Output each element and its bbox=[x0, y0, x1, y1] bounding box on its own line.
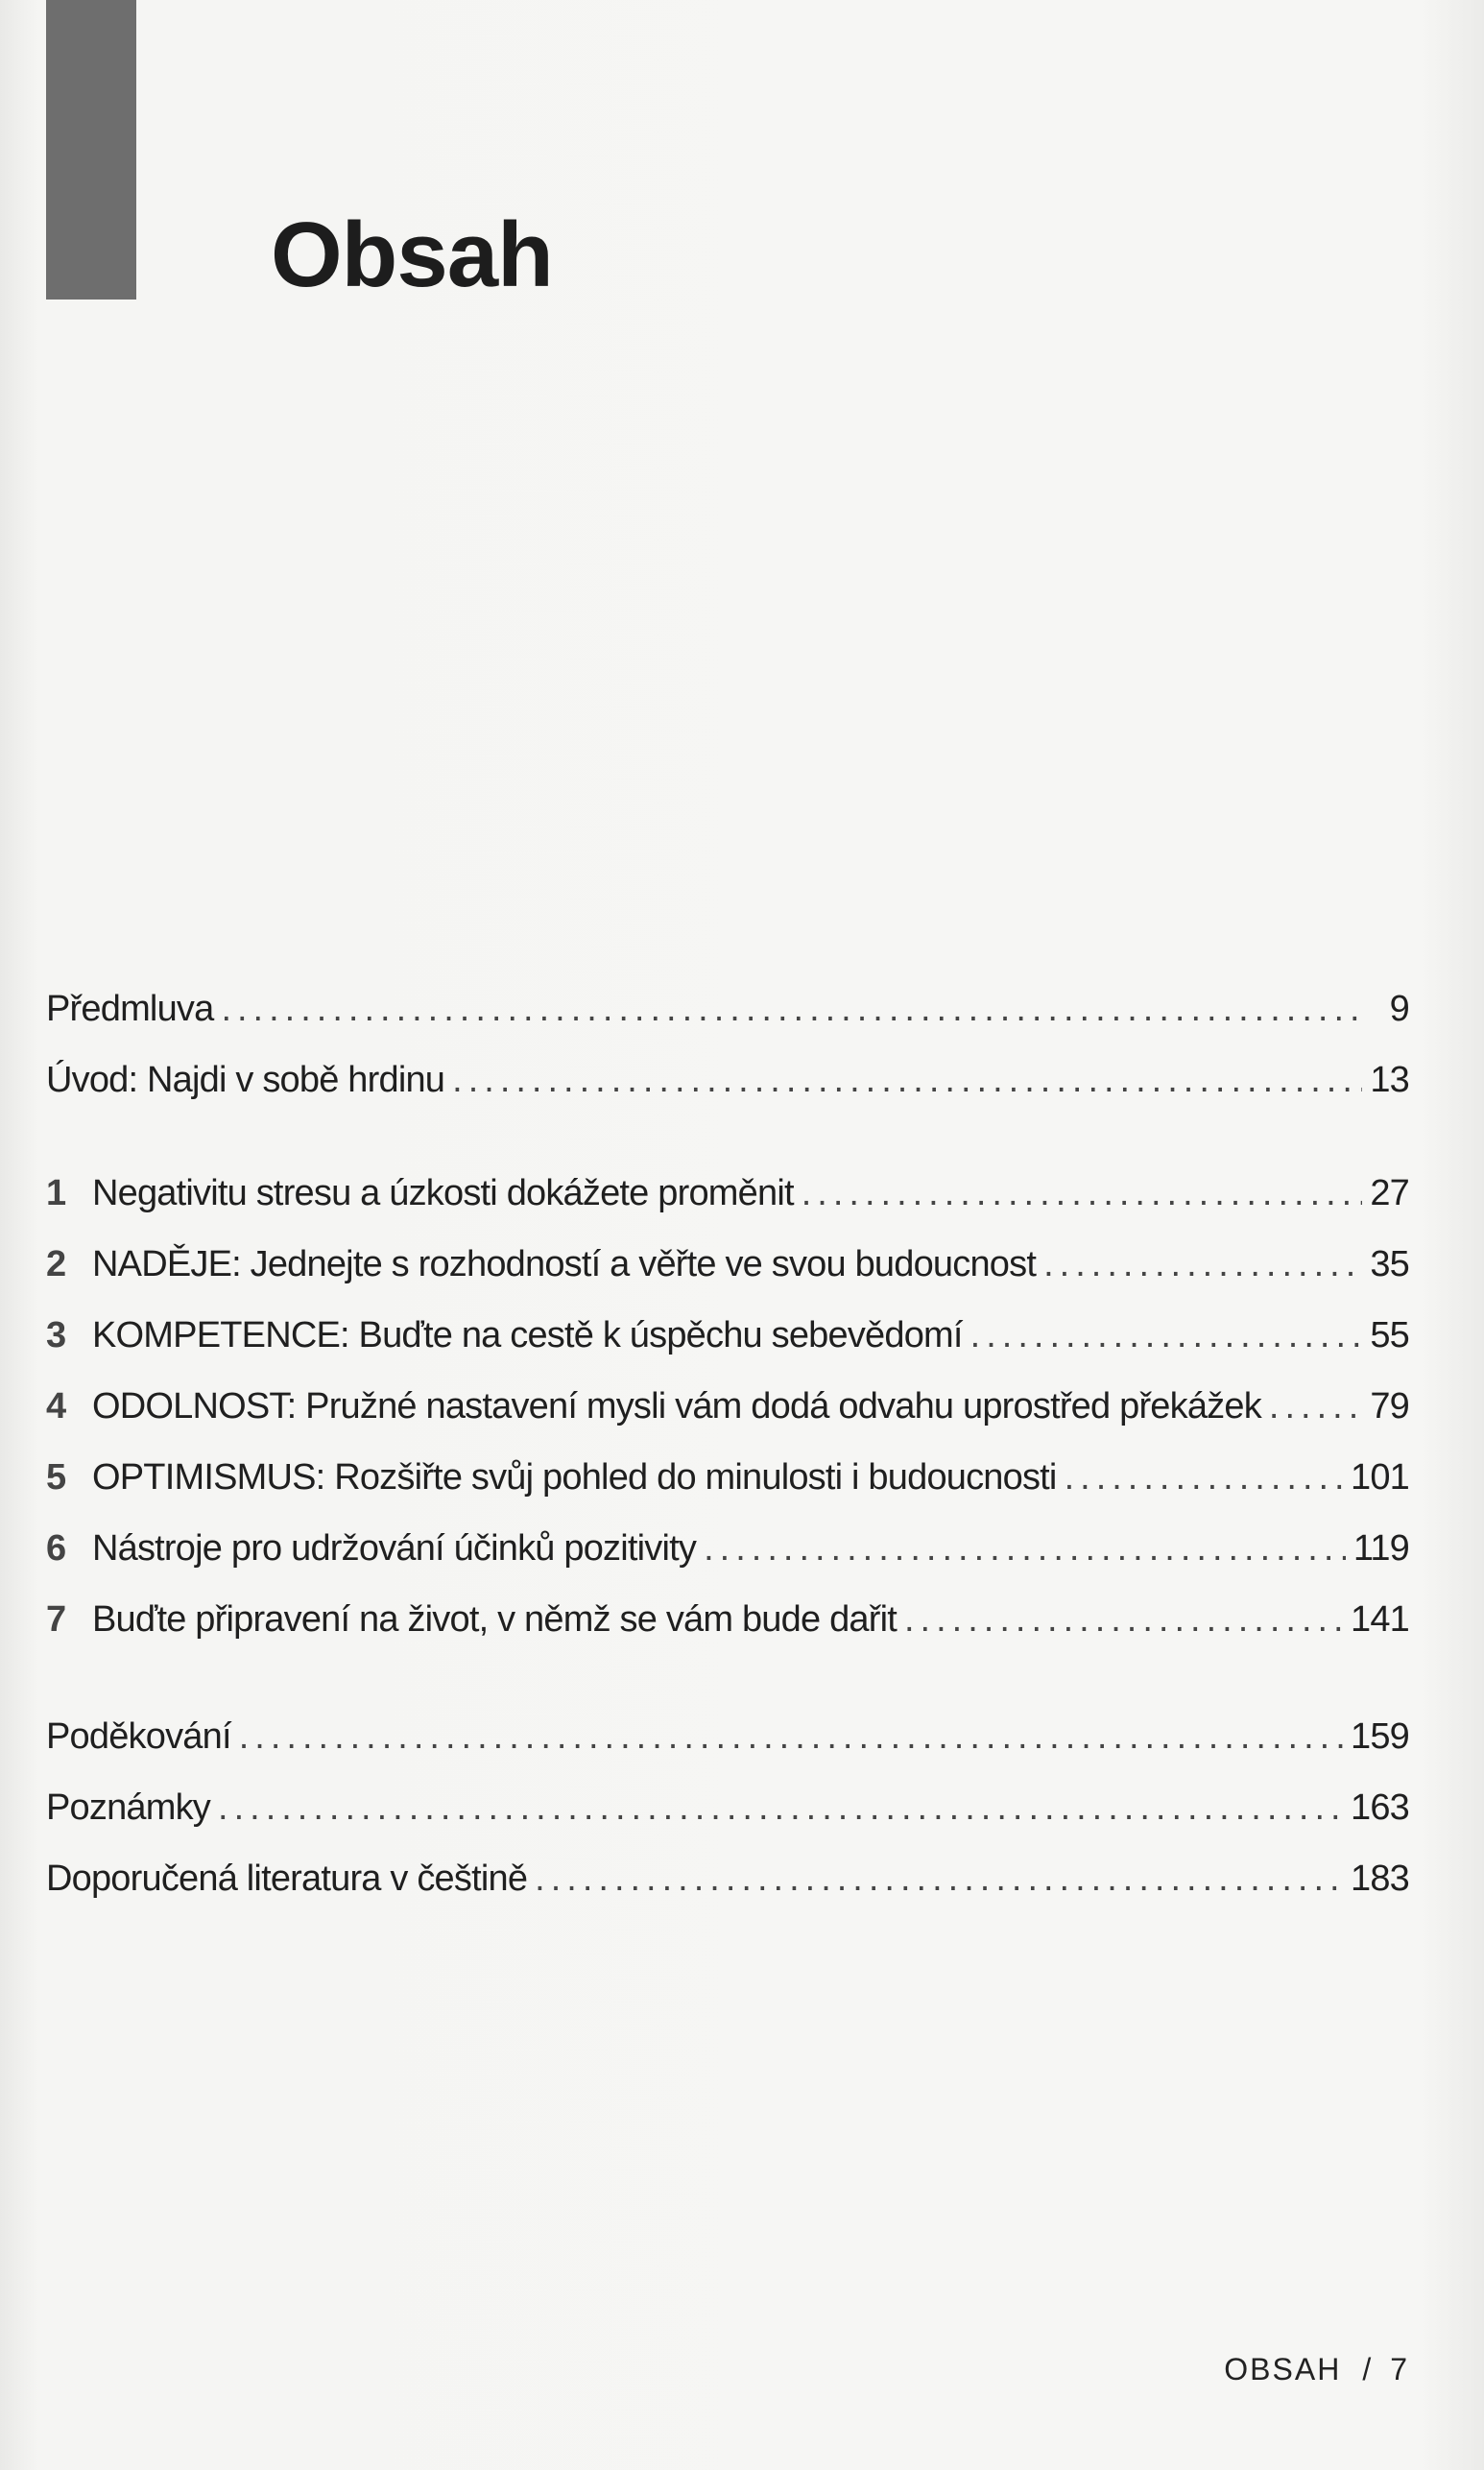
toc-page-number: 55 bbox=[1370, 1315, 1409, 1355]
toc-leader-dots bbox=[221, 991, 1363, 1027]
toc-leader-dots bbox=[218, 1789, 1343, 1826]
toc-chapter-4[interactable] bbox=[46, 1367, 1409, 1425]
toc-page-number: 159 bbox=[1350, 1716, 1409, 1757]
chapter-number: 2 bbox=[46, 1244, 66, 1284]
toc-page-number: 9 bbox=[1389, 989, 1409, 1029]
toc-leader-dots bbox=[1065, 1459, 1343, 1496]
toc-chapter-6[interactable] bbox=[46, 1509, 1409, 1567]
toc-entry-title: Předmluva bbox=[46, 989, 214, 1029]
chapter-number: 3 bbox=[46, 1315, 66, 1355]
toc-entry-title: ODOLNOST: Pružné nastavení mysli vám dodá odvahu uprostřed překážek bbox=[92, 1386, 1261, 1427]
toc-leader-dots bbox=[535, 1860, 1343, 1897]
toc-leader-dots bbox=[452, 1062, 1362, 1098]
toc-page-number: 35 bbox=[1370, 1244, 1409, 1284]
toc-leader-dots bbox=[904, 1601, 1343, 1638]
page-title: Obsah bbox=[271, 204, 553, 306]
toc-page-number: 141 bbox=[1350, 1599, 1409, 1640]
footer-separator: / bbox=[1362, 2352, 1374, 2386]
accent-bar bbox=[46, 0, 136, 300]
chapter-number: 7 bbox=[46, 1599, 66, 1640]
toc-entry-title: OPTIMISMUS: Rozšiřte svůj pohled do minulosti i budoucnosti bbox=[92, 1457, 1057, 1498]
toc-entry-title: Poznámky bbox=[46, 1787, 211, 1828]
toc-entry-predmluva[interactable] bbox=[46, 970, 1409, 1027]
footer-page-number: 7 bbox=[1390, 2352, 1409, 2386]
toc-chapter-2[interactable] bbox=[46, 1225, 1409, 1283]
toc-chapter-3[interactable] bbox=[46, 1296, 1409, 1354]
chapter-number: 5 bbox=[46, 1457, 66, 1498]
footer-section-label: OBSAH bbox=[1224, 2352, 1342, 2386]
chapter-number: 1 bbox=[46, 1173, 66, 1213]
toc-entry-title: Nástroje pro udržování účinků pozitivity bbox=[92, 1528, 697, 1569]
toc-page-number: 13 bbox=[1370, 1060, 1409, 1100]
toc-leader-dots bbox=[1269, 1388, 1362, 1425]
toc-entry-literatura[interactable] bbox=[46, 1839, 1409, 1897]
toc-page-number: 101 bbox=[1350, 1457, 1409, 1498]
toc-page-number: 183 bbox=[1350, 1858, 1409, 1899]
toc-entry-podekovani[interactable] bbox=[46, 1697, 1409, 1755]
toc-page-number: 79 bbox=[1370, 1386, 1409, 1427]
toc-chapter-1[interactable] bbox=[46, 1154, 1409, 1211]
toc-leader-dots bbox=[239, 1718, 1343, 1755]
toc-page-number: 119 bbox=[1352, 1528, 1409, 1569]
toc-chapter-5[interactable] bbox=[46, 1438, 1409, 1496]
toc-entry-title: KOMPETENCE: Buďte na cestě k úspěchu sebevědomí bbox=[92, 1315, 963, 1355]
toc-entry-title: Buďte připravení na život, v němž se vám bude dařit bbox=[92, 1599, 897, 1640]
toc-chapter-7[interactable] bbox=[46, 1580, 1409, 1638]
chapter-number: 4 bbox=[46, 1386, 66, 1427]
toc-leader-dots bbox=[970, 1317, 1363, 1354]
running-footer bbox=[1224, 2352, 1409, 2387]
toc-entry-title: NADĚJE: Jednejte s rozhodností a věřte ve svou budoucnost bbox=[92, 1244, 1037, 1284]
chapter-number: 6 bbox=[46, 1528, 66, 1569]
toc-page-number: 163 bbox=[1350, 1787, 1409, 1828]
toc-entry-title: Poděkování bbox=[46, 1716, 231, 1757]
toc-entry-title: Doporučená literatura v češtině bbox=[46, 1858, 528, 1899]
toc-page-number: 27 bbox=[1370, 1173, 1409, 1213]
toc-entry-title: Negativitu stresu a úzkosti dokážete proměnit bbox=[92, 1173, 794, 1213]
toc-entry-title: Úvod: Najdi v sobě hrdinu bbox=[46, 1060, 445, 1100]
toc-leader-dots bbox=[704, 1530, 1346, 1567]
toc-leader-dots bbox=[802, 1175, 1363, 1211]
toc-leader-dots bbox=[1043, 1246, 1362, 1283]
toc-entry-uvod[interactable] bbox=[46, 1041, 1409, 1098]
toc-entry-poznamky[interactable] bbox=[46, 1768, 1409, 1826]
